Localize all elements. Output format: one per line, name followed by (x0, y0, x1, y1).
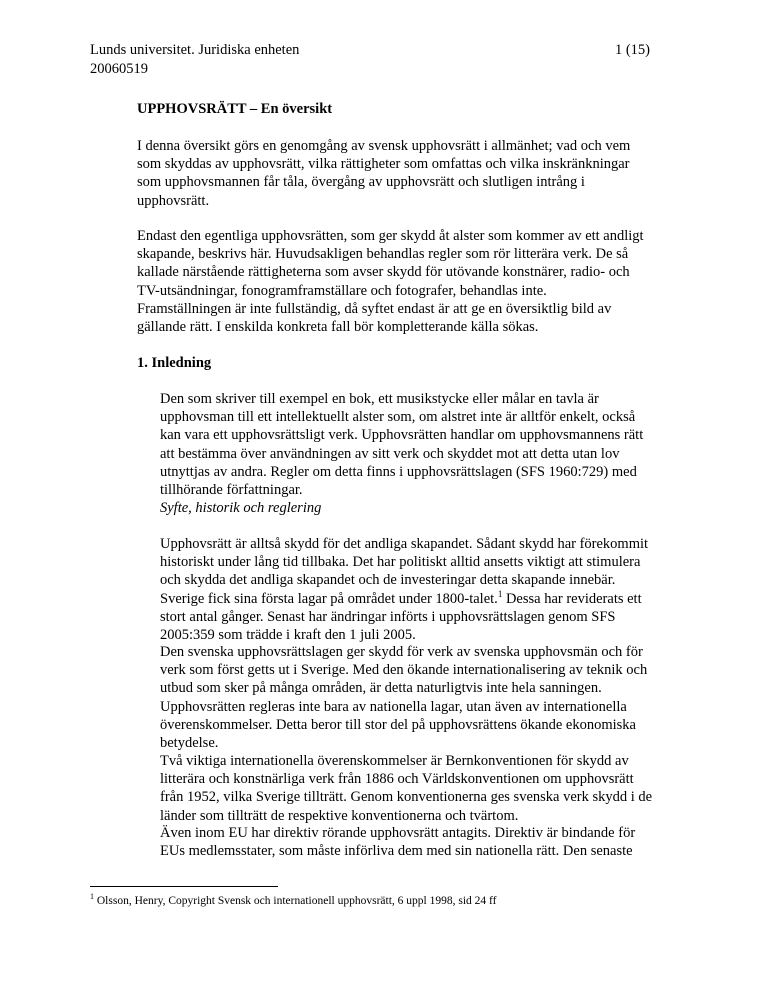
document-title: UPPHOVSRÄTT – En översikt (137, 101, 333, 117)
section-paragraph-5: Även inom EU har direktiv rörande upphovsrätt antagits. Direktiv är bindande för EUs medlemsstater, som måste införliva dem med sin nationella rätt. Den senaste (160, 825, 636, 860)
footnote (90, 894, 496, 908)
footnote-text: Olsson, Henry, Copyright Svensk och internationell upphovsrätt, 6 uppl 1998, sid 24 ff (94, 895, 497, 907)
intro-paragraph-1: I denna översikt görs en genomgång av svensk upphovsrätt i allmänhet; vad och vem som skyddas av upphovsrätt, vilka rättigheter som omfattas och vilka inskränkningar som upphovsmannen får tåla, övergång av upphovsrätt och slutligen intrång i upphovsrätt. (137, 138, 631, 209)
header-institution: Lunds universitet. Juridiska enheten (90, 42, 300, 58)
section-paragraph-2 (160, 535, 655, 644)
header-date: 20060519 (90, 61, 148, 77)
paragraph-text-continued: Dessa har reviderats ett stort antal gånger. Senast har ändringar införts i upphovsrättslagen genom SFS 2005:359 som trädde i kraft den 1 juli 2005. (160, 590, 642, 644)
header-left (90, 41, 299, 79)
header-page-number: 1 (15) (614, 42, 650, 58)
intro-paragraph-2: Endast den egentliga upphovsrätten, som ger skydd åt alster som kommer av ett andligt skapande, beskrivs här. Huvudsakligen behandlas regler som rör litterära verk. De så kallade närstående rättigheterna som avser skydd för utövande konstnärer, radio- och TV-utsändningar, fonogramframställare och fotografer, behandlas inte. (137, 228, 644, 299)
section-heading: 1. Inledning (137, 355, 212, 371)
footnote-reference[interactable]: 1 (497, 588, 503, 599)
section-paragraph-3: Den svenska upphovsrättslagen ger skydd för verk av svenska upphovsmän och för verk som först getts ut i Sverige. Med den ökande internationalisering av teknik och utbud som sker på många områden, är detta naturligtvis inte hela sanningen. Upphovsrätten regleras inte bara av nationella lagar, utan även av internationella överenskommelser. Detta beror till stor del på upphovsrättens ökande ekonomiska betydelse. (160, 644, 648, 752)
footnote-separator (90, 886, 278, 887)
intro-paragraph-3: Framställningen är inte fullständig, då syftet endast är att ge en översiktlig bild av gällande rätt. I enskilda konkreta fall bör kompletterande källa sökas. (137, 301, 612, 336)
paragraph-text: Upphovsrätt är alltså skydd för det andliga skapandet. Sådant skydd har förekommit historiskt under lång tid tillbaka. Det har politiskt alltid ansetts viktigt att stimulera och skydda det andliga skapandet och de investeringar detta skapande innebär. Sverige fick sina första lagar på området under 1800-talet. (160, 536, 649, 607)
section-paragraph-1: Den som skriver till exempel en bok, ett musikstycke eller målar en tavla är upphovsman till ett intellektuellt alster som, om alstret inte är alltför enkelt, också kan vara ett upphovsrättsligt verk. Upphovsrätten handlar om upphovsmannens rätt att bestämma över användningen av sitt verk och skyddet mot att detta utan lov utnyttjas av andra. Regler om detta finns i upphovsrättslagen (SFS 1960:729) med tillhörande författningar. (160, 391, 644, 499)
footnote-number: 1 (90, 892, 94, 902)
section-paragraph-4: Två viktiga internationella överenskommelser är Bernkonventionen för skydd av litterära och konstnärliga verk från 1886 och Världskonventionen om upphovsrätt från 1952, vilka Sverige tillträtt. Genom konventionerna ges svenska verk skydd i de länder som tillträtt de respektive konventionerna och tvärtom. (160, 753, 653, 824)
subsection-heading: Syfte, historik och reglering (160, 500, 322, 516)
